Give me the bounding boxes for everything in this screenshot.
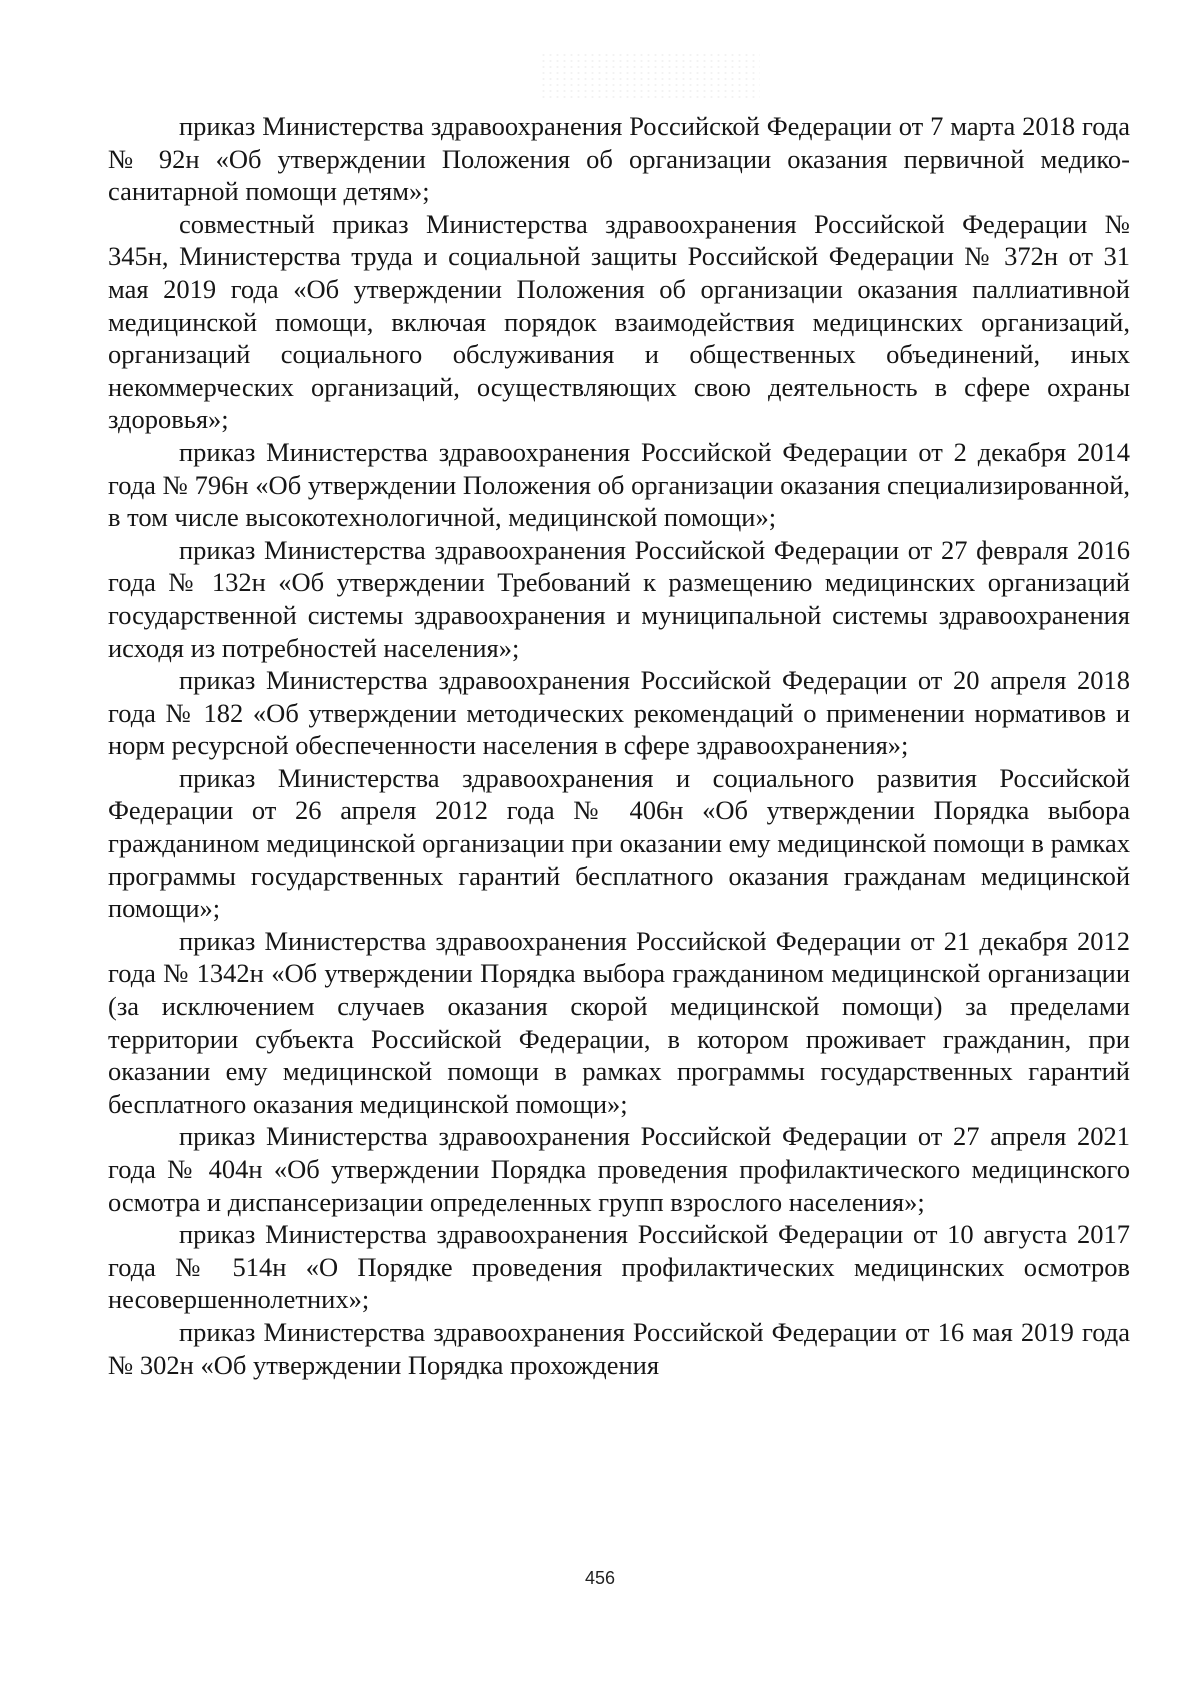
paragraph: приказ Министерства здравоохранения Российской Федерации от 21 декабря 2012 года № 1342н «Об утверждении Порядка выбора гражданином медицинской организации (за исключением случаев оказания скорой медицинской помощи) за пределами территории субъекта Российской Федерации, в котором проживает гражданин, при оказании ему медицинской помощи в рамках программы государственных гарантий бесплатного оказания медицинской помощи»;	[108, 925, 1130, 1119]
paragraph: приказ Министерства здравоохранения Российской Федерации от 27 апреля 2021 года № 404н «Об утверждении Порядка проведения профилактического медицинского осмотра и диспансеризации определенных групп взрослого населения»;	[108, 1121, 1130, 1217]
paragraph: приказ Министерства здравоохранения Российской Федерации от 2 декабря 2014 года № 796н «Об утверждении Положения об организации оказания специализированной, в том числе высокотехнологичной, медицинской помощи»;	[108, 436, 1130, 533]
scan-artifact	[540, 52, 760, 100]
paragraph: приказ Министерства здравоохранения Российской Федерации от 10 августа 2017 года № 514н «О Порядке проведения профилактических медицинских осмотров несовершеннолетних»;	[108, 1219, 1130, 1315]
page-number: 456	[584, 1568, 616, 1588]
paragraph: совместный приказ Министерства здравоохранения Российской Федерации № 345н, Министерства труда и социальной защиты Российской Федерации № 372н от 31 мая 2019 года «Об утверждении Положения об организации оказания паллиативной медицинской помощи, включая порядок взаимодействия медицинских организаций, организаций социального обслуживания и общественных объединений, иных некоммерческих организаций, осуществляющих свою деятельность в сфере охраны здоровья»;	[108, 208, 1130, 435]
document-body	[108, 110, 1130, 1381]
paragraph: приказ Министерства здравоохранения Российской Федерации от 20 апреля 2018 года № 182 «Об утверждении методических рекомендаций о применении нормативов и норм ресурсной обеспеченности населения в сфере здравоохранения»;	[108, 665, 1130, 761]
paragraph: приказ Министерства здравоохранения Российской Федерации от 27 февраля 2016 года № 132н «Об утверждении Требований к размещению медицинских организаций государственной системы здравоохранения и муниципальной системы здравоохранения исходя из потребностей населения»;	[108, 534, 1130, 663]
paragraph: приказ Министерства здравоохранения и социального развития Российской Федерации от 26 апреля 2012 года № 406н «Об утверждении Порядка выбора гражданином медицинской организации при оказании ему медицинской помощи в рамках программы государственных гарантий бесплатного оказания гражданам медицинской помощи»;	[108, 762, 1130, 924]
paragraph-continued: приказ Министерства здравоохранения Российской Федерации от 16 мая 2019 года № 302н «Об утверждении Порядка прохождения	[108, 1316, 1130, 1380]
paragraph: приказ Министерства здравоохранения Российской Федерации от 7 марта 2018 года № 92н «Об утверждении Положения об организации оказания первичной медико-санитарной помощи детям»;	[108, 111, 1130, 207]
